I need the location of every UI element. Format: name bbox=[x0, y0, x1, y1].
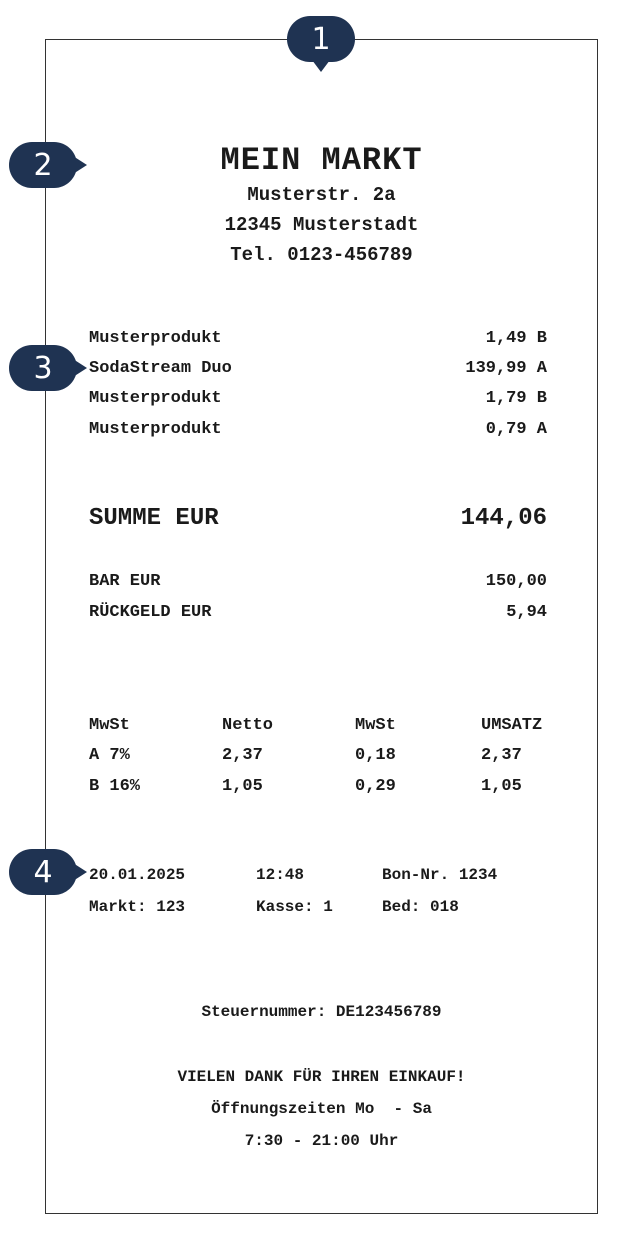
receipt-number: Bon-Nr. 1234 bbox=[382, 866, 498, 884]
tax-cell: 1,05 bbox=[481, 777, 522, 796]
store-city: 12345 Musterstadt bbox=[224, 214, 419, 236]
callout-marker-4: 4 bbox=[9, 849, 77, 895]
item-name: Musterprodukt bbox=[89, 329, 222, 348]
receipt-date: 20.01.2025 bbox=[89, 866, 186, 884]
opening-hours-label: Öffnungszeiten Mo - Sa bbox=[211, 1100, 432, 1118]
callout-marker-2: 2 bbox=[9, 142, 77, 188]
tax-header: UMSATZ bbox=[481, 716, 543, 735]
payment-label: BAR EUR bbox=[89, 572, 161, 591]
opening-hours: 7:30 - 21:00 Uhr bbox=[244, 1132, 399, 1150]
store-name: MEIN MARKT bbox=[220, 142, 423, 179]
item-name: Musterprodukt bbox=[89, 389, 222, 408]
tax-cell: B 16% bbox=[89, 777, 141, 796]
total-value: 144,06 bbox=[460, 505, 547, 532]
total-label: SUMME EUR bbox=[89, 505, 219, 532]
item-price: 139,99 A bbox=[465, 359, 547, 378]
callout-marker-1: 1 bbox=[287, 16, 355, 62]
market-number: Markt: 123 bbox=[89, 898, 186, 916]
store-street: Musterstr. 2a bbox=[247, 184, 396, 206]
thank-you-message: VIELEN DANK FÜR IHREN EINKAUF! bbox=[177, 1068, 466, 1086]
tax-cell: 1,05 bbox=[222, 777, 263, 796]
payment-value: 150,00 bbox=[485, 572, 547, 591]
item-name: Musterprodukt bbox=[89, 420, 222, 439]
item-name: SodaStream Duo bbox=[89, 359, 232, 378]
tax-number: Steuernummer: DE123456789 bbox=[201, 1003, 442, 1021]
item-price: 0,79 A bbox=[485, 420, 547, 439]
tax-header: Netto bbox=[222, 716, 274, 735]
receipt bbox=[45, 39, 598, 1214]
tax-header: MwSt bbox=[89, 716, 130, 735]
change-label: RÜCKGELD EUR bbox=[89, 603, 212, 622]
register-number: Kasse: 1 bbox=[256, 898, 333, 916]
item-price: 1,49 B bbox=[485, 329, 547, 348]
tax-header: MwSt bbox=[355, 716, 396, 735]
tax-cell: 2,37 bbox=[481, 746, 522, 765]
item-price: 1,79 B bbox=[485, 389, 547, 408]
tax-cell: A 7% bbox=[89, 746, 130, 765]
receipt-time: 12:48 bbox=[256, 866, 305, 884]
store-phone: Tel. 0123-456789 bbox=[230, 244, 413, 266]
tax-cell: 2,37 bbox=[222, 746, 263, 765]
operator-number: Bed: 018 bbox=[382, 898, 459, 916]
tax-cell: 0,29 bbox=[355, 777, 396, 796]
callout-marker-3: 3 bbox=[9, 345, 77, 391]
tax-cell: 0,18 bbox=[355, 746, 396, 765]
change-value: 5,94 bbox=[506, 603, 547, 622]
